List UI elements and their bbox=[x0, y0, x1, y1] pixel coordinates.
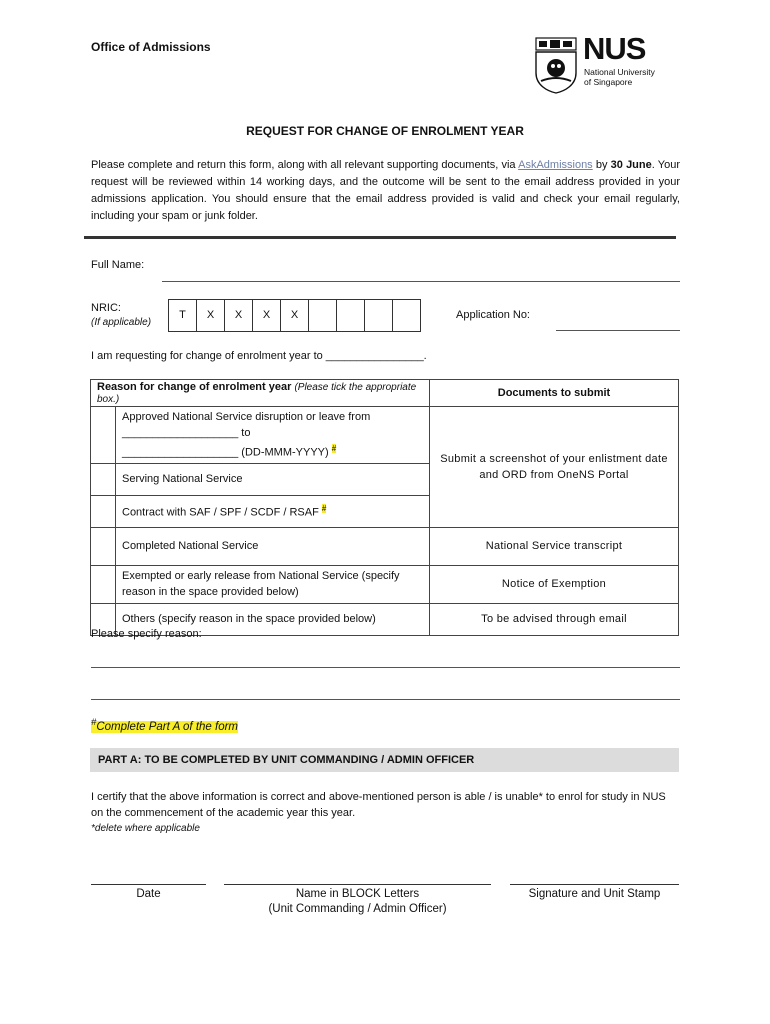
docs-2: National Service transcript bbox=[430, 527, 679, 565]
note-body: Complete Part A of the form bbox=[96, 720, 239, 733]
reason-line-2[interactable] bbox=[91, 699, 680, 700]
docs-3: Notice of Exemption bbox=[430, 565, 679, 603]
signature-label: Signature and Unit Stamp bbox=[528, 888, 661, 900]
reason-text-3 bbox=[116, 495, 430, 527]
nric-char[interactable]: X bbox=[197, 300, 225, 331]
nric-char[interactable]: X bbox=[253, 300, 281, 331]
reason-text-5: Exempted or early release from National Service (specify reason in the space provided below) bbox=[116, 565, 430, 603]
reason-text-6: Others (specify reason in the space provided below) bbox=[116, 603, 430, 635]
header-reason-label: Reason for change of enrolment year bbox=[97, 381, 292, 393]
form-title: REQUEST FOR CHANGE OF ENROLMENT YEAR bbox=[246, 124, 524, 138]
nric-note: (If applicable) bbox=[91, 317, 152, 328]
part-a-title: PART A: TO BE COMPLETED BY UNIT COMMANDING / ADMIN OFFICER bbox=[98, 754, 475, 766]
reason-1-date: ___________________ (DD-MMM-YYYY) bbox=[122, 446, 329, 459]
intro-paragraph bbox=[91, 157, 680, 225]
name-label bbox=[224, 887, 491, 917]
table-row bbox=[91, 407, 679, 464]
delete-note: *delete where applicable bbox=[91, 823, 200, 834]
intro-rest: . Your request will be reviewed within 14 working days, and the outcome will be sent to the email address provided in your admissions application. You should ensure that the email address provided is valid and check your email regularly, including your spam or junk folder. bbox=[91, 159, 681, 222]
date-label: Date bbox=[136, 888, 161, 900]
reason-checkbox-5[interactable] bbox=[91, 565, 116, 603]
full-name-field[interactable] bbox=[162, 281, 680, 282]
office-title: Office of Admissions bbox=[91, 40, 211, 54]
nus-crest-icon bbox=[535, 37, 577, 94]
specify-reason-label: Please specify reason: bbox=[91, 628, 202, 640]
application-no-label: Application No: bbox=[456, 309, 530, 321]
nric-char[interactable] bbox=[337, 300, 365, 331]
header-reason bbox=[91, 380, 430, 407]
reason-3-label: Contract with SAF / SPF / SCDF / RSAF bbox=[122, 506, 319, 519]
docs-4: To be advised through email bbox=[430, 603, 679, 635]
nric-char[interactable] bbox=[393, 300, 420, 331]
application-no-field[interactable] bbox=[556, 330, 680, 331]
nric-char[interactable]: X bbox=[281, 300, 309, 331]
docs-1: Submit a screenshot of your enlistment date and ORD from OneNS Portal bbox=[430, 407, 679, 528]
complete-part-a-note bbox=[91, 717, 238, 733]
reason-text-2: Serving National Service bbox=[116, 463, 430, 495]
reason-checkbox-4[interactable] bbox=[91, 527, 116, 565]
nric-char[interactable] bbox=[365, 300, 393, 331]
reason-text-4: Completed National Service bbox=[116, 527, 430, 565]
table-header-row bbox=[91, 380, 679, 407]
date-line[interactable] bbox=[91, 884, 206, 885]
section-divider bbox=[84, 236, 676, 239]
logo-subtext-line-1: National University bbox=[584, 67, 655, 77]
nric-char[interactable] bbox=[309, 300, 337, 331]
reason-line-1[interactable] bbox=[91, 667, 680, 668]
nric-label: NRIC: bbox=[91, 302, 121, 314]
reason-checkbox-2[interactable] bbox=[91, 463, 116, 495]
note-text bbox=[91, 717, 239, 733]
table-row bbox=[91, 565, 679, 603]
ask-admissions-link[interactable]: AskAdmissions bbox=[518, 159, 593, 171]
logo-text: NUS bbox=[583, 31, 646, 66]
signature-line[interactable] bbox=[510, 884, 679, 885]
reason-checkbox-1[interactable] bbox=[91, 407, 116, 464]
table-row bbox=[91, 527, 679, 565]
nric-char[interactable]: T bbox=[169, 300, 197, 331]
note-mark: # bbox=[91, 717, 97, 728]
deadline: 30 June bbox=[610, 159, 652, 171]
reasons-table bbox=[90, 379, 679, 636]
name-label-line-2: (Unit Commanding / Admin Officer) bbox=[268, 903, 447, 915]
intro-by: by bbox=[592, 159, 611, 171]
logo-subtext-line-2: of Singapore bbox=[584, 77, 633, 87]
name-line[interactable] bbox=[224, 884, 491, 885]
reason-checkbox-3[interactable] bbox=[91, 495, 116, 527]
logo-subtext bbox=[584, 67, 655, 87]
nus-logo bbox=[535, 31, 660, 95]
reason-text-1 bbox=[116, 407, 430, 464]
reason-1-line-b bbox=[122, 441, 423, 461]
header-docs: Documents to submit bbox=[430, 380, 679, 407]
nric-char[interactable]: X bbox=[225, 300, 253, 331]
part-a-heading bbox=[90, 748, 679, 772]
full-name-label: Full Name: bbox=[91, 259, 145, 271]
change-year-text: I am requesting for change of enrolment year to ________________. bbox=[91, 350, 427, 362]
mark-symbol: # bbox=[331, 444, 337, 453]
certify-text: I certify that the above information is correct and above-mentioned person is able / is unable* to enrol for study in NUS on the commencement of the academic year this year. bbox=[91, 791, 666, 819]
name-label-line-1: Name in BLOCK Letters bbox=[295, 888, 420, 900]
intro-text: Please complete and return this form, along with all relevant supporting documents, via bbox=[91, 159, 519, 171]
reason-1-line-a: Approved National Service disruption or leave from ___________________ to bbox=[122, 411, 371, 439]
header-reason-note: (Please tick the appropriate box.) bbox=[97, 382, 417, 405]
mark-symbol: # bbox=[321, 504, 327, 514]
nric-input[interactable] bbox=[168, 299, 421, 332]
